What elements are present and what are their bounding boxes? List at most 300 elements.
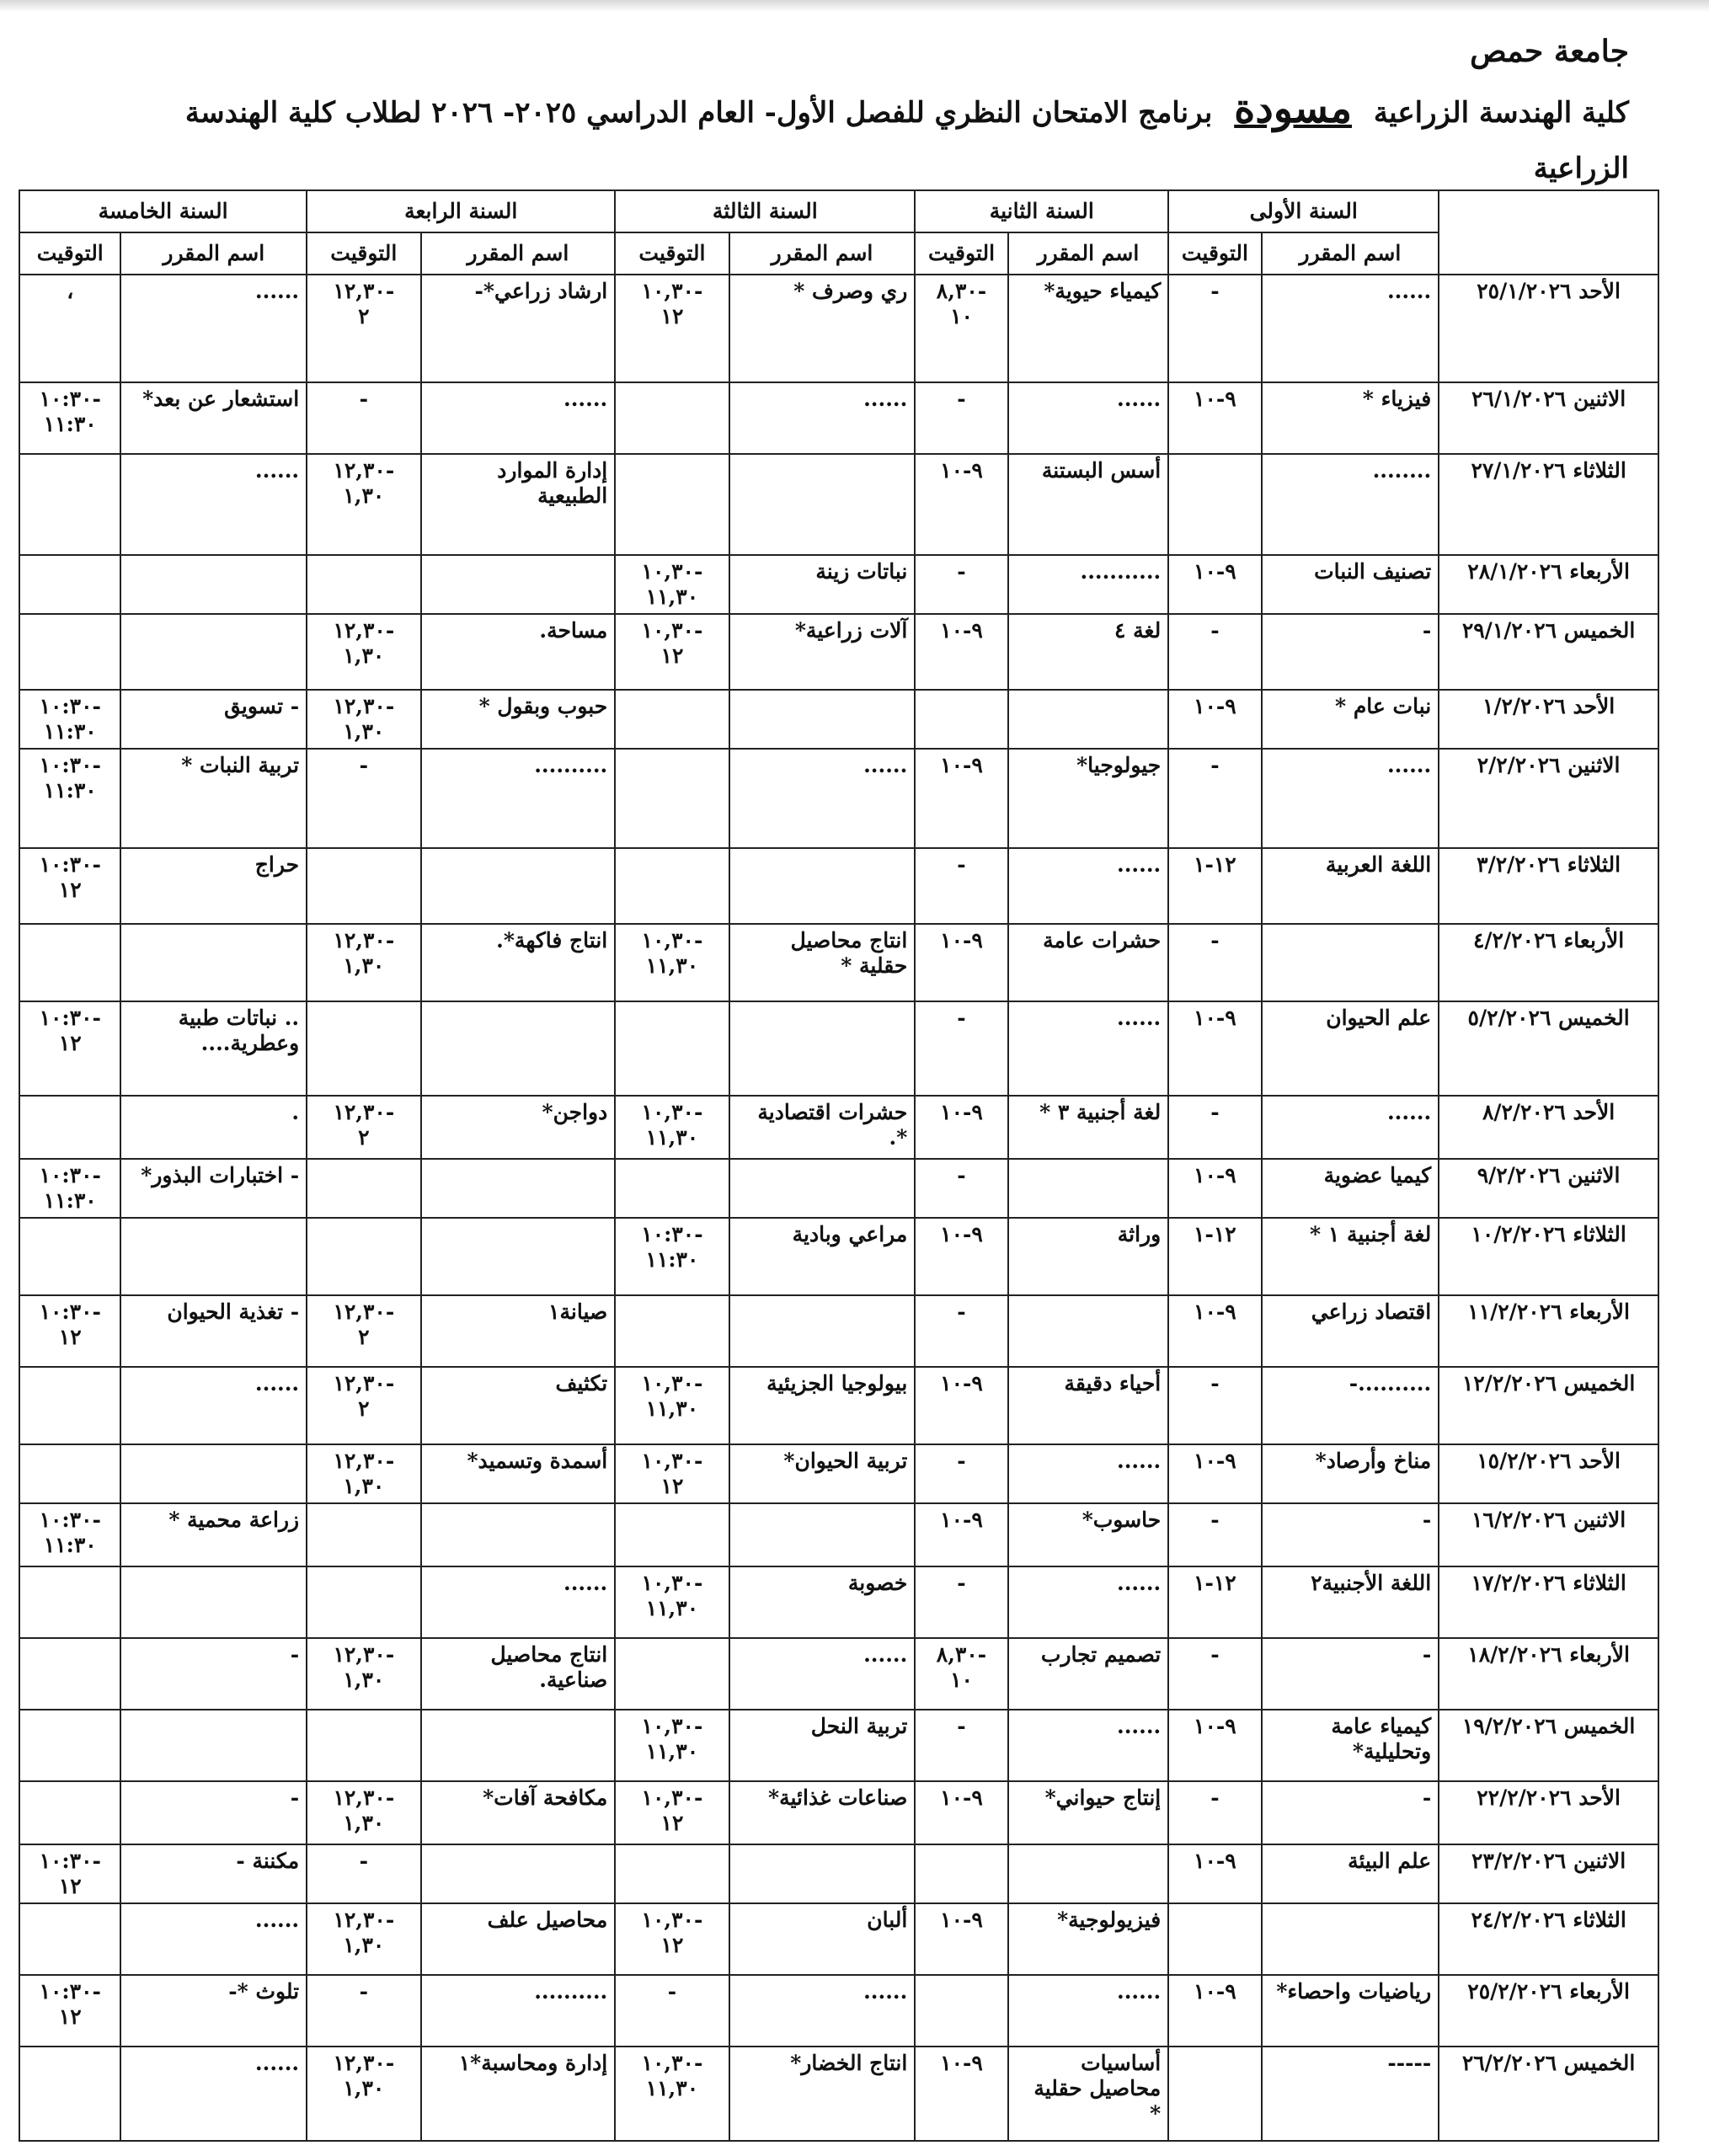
exam-time-year-2: ٩-١٠ [915,1503,1007,1566]
course-name-year-1: ...... [1262,1096,1439,1159]
year-header: السنة الأولى [1168,190,1439,232]
course-name-year-4: .......... [421,1975,616,2047]
table-row [19,1710,1658,1781]
course-name-year-2 [1008,690,1169,749]
exam-time-year-2: ٩-١٠ [915,749,1007,848]
year-header-row [19,190,1658,232]
course-name-year-5: - [120,1638,307,1710]
course-name-year-1: ..........- [1262,1367,1439,1444]
exam-time-year-5 [19,1096,120,1159]
exam-time-year-5 [19,1367,120,1444]
exam-day: الخميس ٥/٢/٢٠٢٦ [1439,1001,1658,1096]
exam-time-year-2: ٩-١٠ [915,454,1007,555]
exam-time-year-5 [19,1218,120,1295]
course-name-year-2 [1008,1159,1169,1218]
table-row [19,1566,1658,1638]
title-text: برنامج الامتحان النظري للفصل الأول- العام الدراسي ٢٠٢٥- ٢٠٢٦ لطلاب كلية الهندسة الزراعية [184,96,1629,185]
exam-time-year-5 [19,1566,120,1638]
exam-day: الأربعاء ٢٨/١/٢٠٢٦ [1439,555,1658,614]
course-name-year-5: استشعار عن بعد* [120,382,307,454]
course-name-year-2: لغة أجنبية ٣ * [1008,1096,1169,1159]
course-name-year-2: ...... [1008,382,1169,454]
exam-day: الثلاثاء ١٠/٢/٢٠٢٦ [1439,1218,1658,1295]
course-name-year-3 [729,1001,916,1096]
course-name-year-5: ...... [120,275,307,382]
exam-time-year-4 [307,1159,420,1218]
course-name-year-4: حبوب وبقول * [421,690,616,749]
table-row [19,924,1658,1001]
exam-day: الثلاثاء ٢٤/٢/٢٠٢٦ [1439,1903,1658,1975]
course-column-header: اسم المقرر [120,232,307,275]
exam-time-year-4 [307,1566,420,1638]
course-name-year-1: علم الحيوان [1262,1001,1439,1096]
course-name-year-4: أسمدة وتسميد* [421,1444,616,1503]
course-name-year-1: علم البيئة [1262,1844,1439,1903]
exam-time-year-3 [615,1295,729,1367]
table-row [19,1096,1658,1159]
course-name-year-5: تلوث *- [120,1975,307,2047]
exam-time-year-5 [19,454,120,555]
exam-time-year-1: ٩-١٠ [1168,1844,1261,1903]
exam-time-year-3 [615,454,729,555]
exam-day: الثلاثاء ١٧/٢/٢٠٢٦ [1439,1566,1658,1638]
exam-time-year-5: ١٠:٣٠- ١٢ [19,848,120,924]
exam-day: الأربعاء ١١/٢/٢٠٢٦ [1439,1295,1658,1367]
course-name-year-5: - اختبارات البذور* [120,1159,307,1218]
exam-time-year-1: - [1168,924,1261,1001]
exam-day: الاثنين ١٦/٢/٢٠٢٦ [1439,1503,1658,1566]
exam-time-year-4: ١٢,٣٠- ١,٣٠ [307,1638,420,1710]
exam-time-year-3: ١٠,٣٠- ١١,٣٠ [615,1096,729,1159]
course-name-year-1: كيمياء عامة وتحليلية* [1262,1710,1439,1781]
exam-time-year-1: - [1168,1638,1261,1710]
course-name-year-5: - تغذية الحيوان [120,1295,307,1367]
course-column-header: اسم المقرر [1262,232,1439,275]
course-name-year-5: . [120,1096,307,1159]
course-name-year-1: كيميا عضوية [1262,1159,1439,1218]
exam-time-year-2: ٩-١٠ [915,1781,1007,1844]
exam-time-year-1 [1168,1903,1261,1975]
table-row [19,454,1658,555]
exam-time-year-2: - [915,382,1007,454]
exam-time-year-1: ٩-١٠ [1168,1001,1261,1096]
course-name-year-4: دواجن* [421,1096,616,1159]
exam-day: الأربعاء ٢٥/٢/٢٠٢٦ [1439,1975,1658,2047]
exam-time-year-5: ١٠:٣٠- ١٢ [19,1295,120,1367]
exam-time-year-3: ١٠,٣٠- ١٢ [615,1903,729,1975]
course-name-year-1: - [1262,1781,1439,1844]
course-name-year-3: ...... [729,1975,916,2047]
exam-time-year-1 [1168,2047,1261,2141]
exam-time-year-4: ١٢,٣٠- ١,٣٠ [307,924,420,1001]
table-row [19,275,1658,382]
course-name-year-2: أحياء دقيقة [1008,1367,1169,1444]
course-name-year-5 [120,924,307,1001]
exam-time-year-2: ٨,٣٠- ١٠ [915,1638,1007,1710]
course-name-year-1: رياضيات واحصاء* [1262,1975,1439,2047]
table-row [19,1367,1658,1444]
schedule-body [19,275,1658,2141]
course-name-year-4: انتاج محاصيل صناعية. [421,1638,616,1710]
exam-time-year-4 [307,1218,420,1295]
course-name-year-2: أسس البستنة [1008,454,1169,555]
exam-time-year-1 [1168,454,1261,555]
course-name-year-2: حشرات عامة [1008,924,1169,1001]
exam-time-year-1: ٩-١٠ [1168,1710,1261,1781]
course-name-year-1: اقتصاد زراعي [1262,1295,1439,1367]
exam-time-year-1: ٩-١٠ [1168,382,1261,454]
course-name-year-3 [729,454,916,555]
exam-time-year-5 [19,2047,120,2141]
exam-time-year-2: ٩-١٠ [915,1096,1007,1159]
exam-day: الأحد ١٥/٢/٢٠٢٦ [1439,1444,1658,1503]
table-row [19,1844,1658,1903]
course-name-year-1 [1262,1903,1439,1975]
time-column-header: التوقيت [615,232,729,275]
time-column-header: التوقيت [19,232,120,275]
exam-time-year-3 [615,690,729,749]
course-column-header: اسم المقرر [421,232,616,275]
exam-time-year-1: ٩-١٠ [1168,690,1261,749]
exam-time-year-3: ١٠,٣٠- ١١,٣٠ [615,1566,729,1638]
exam-day: الأحد ١/٢/٢٠٢٦ [1439,690,1658,749]
table-row [19,1903,1658,1975]
course-name-year-3: انتاج محاصيل حقلية * [729,924,916,1001]
course-name-year-4: ...... [421,382,616,454]
course-name-year-4: ارشاد زراعي*- [421,275,616,382]
course-name-year-1: اللغة الأجنبية٢ [1262,1566,1439,1638]
course-name-year-5: .. نباتات طبية وعطرية.... [120,1001,307,1096]
course-name-year-2: جيولوجيا* [1008,749,1169,848]
time-column-header: التوقيت [1168,232,1261,275]
university-name: جامعة حمص [1470,34,1629,69]
course-name-year-3: تربية النحل [729,1710,916,1781]
course-name-year-4 [421,848,616,924]
exam-day: الأحد ٢٢/٢/٢٠٢٦ [1439,1781,1658,1844]
exam-schedule-table [19,189,1659,2142]
exam-time-year-5 [19,1710,120,1781]
exam-time-year-4: ١٢,٣٠- ٢ [307,1096,420,1159]
exam-time-year-2: ٩-١٠ [915,1903,1007,1975]
course-name-year-2: حاسوب* [1008,1503,1169,1566]
course-name-year-5 [120,614,307,690]
exam-day: الاثنين ٢/٢/٢٠٢٦ [1439,749,1658,848]
exam-day: الأربعاء ١٨/٢/٢٠٢٦ [1439,1638,1658,1710]
table-row [19,1159,1658,1218]
course-name-year-5: ...... [120,1903,307,1975]
course-name-year-4: إدارة الموارد الطبيعية [421,454,616,555]
course-name-year-3: آلات زراعية* [729,614,916,690]
exam-time-year-4: ١٢,٣٠- ١,٣٠ [307,614,420,690]
course-name-year-5: ...... [120,454,307,555]
exam-time-year-5 [19,1638,120,1710]
course-name-year-1: ........ [1262,454,1439,555]
table-row [19,749,1658,848]
course-name-year-5: ...... [120,1367,307,1444]
course-name-year-4 [421,555,616,614]
exam-time-year-5: ١٠:٣٠- ١٢ [19,1975,120,2047]
exam-time-year-2 [915,1844,1007,1903]
exam-time-year-4: ١٢,٣٠- ١,٣٠ [307,1781,420,1844]
exam-time-year-2 [915,690,1007,749]
exam-time-year-1: ١٢-١ [1168,848,1261,924]
exam-time-year-5 [19,924,120,1001]
course-name-year-2: ...... [1008,1444,1169,1503]
exam-time-year-1: ٩-١٠ [1168,555,1261,614]
course-name-year-4: مساحة. [421,614,616,690]
course-name-year-2: فيزيولوجية* [1008,1903,1169,1975]
course-name-year-3 [729,1159,916,1218]
course-name-year-1: نبات عام * [1262,690,1439,749]
exam-time-year-5: ١٠:٣٠- ١١:٣٠ [19,382,120,454]
table-row [19,1444,1658,1503]
time-column-header: التوقيت [307,232,420,275]
table-row [19,1295,1658,1367]
course-name-year-1: - [1262,1638,1439,1710]
course-name-year-5: حراج [120,848,307,924]
course-name-year-2 [1008,1844,1169,1903]
exam-time-year-5: ١٠:٣٠- ١١:٣٠ [19,690,120,749]
exam-time-year-5: ١٠:٣٠- ١٢ [19,1001,120,1096]
exam-time-year-5 [19,555,120,614]
course-name-year-3: ري وصرف * [729,275,916,382]
table-row [19,1001,1658,1096]
course-name-year-3: انتاج الخضار* [729,2047,916,2141]
exam-time-year-5: ١٠:٣٠- ١١:٣٠ [19,1503,120,1566]
exam-time-year-5: ١٠:٣٠- ١١:٣٠ [19,749,120,848]
course-name-year-1: ...... [1262,749,1439,848]
course-name-year-4: انتاج فاكهة*. [421,924,616,1001]
exam-time-year-2: ٩-١٠ [915,1218,1007,1295]
course-name-year-5: - تسويق [120,690,307,749]
course-name-year-5 [120,1710,307,1781]
exam-time-year-4 [307,555,420,614]
course-name-year-1: ----- [1262,2047,1439,2141]
column-header-row [19,232,1658,275]
year-header: السنة الخامسة [19,190,307,232]
day-header [1439,190,1658,275]
exam-time-year-3: - [615,1975,729,2047]
document-header [101,34,1629,196]
exam-time-year-4: ١٢,٣٠- ١,٣٠ [307,1444,420,1503]
exam-time-year-4: ١٢,٣٠- ٢ [307,275,420,382]
exam-day: الاثنين ٩/٢/٢٠٢٦ [1439,1159,1658,1218]
course-name-year-2: ...... [1008,1710,1169,1781]
exam-time-year-3: ١٠,٣٠- ١١,٣٠ [615,1367,729,1444]
table-row [19,2047,1658,2141]
course-name-year-3: ...... [729,1638,916,1710]
exam-time-year-2: - [915,555,1007,614]
exam-time-year-2: - [915,1159,1007,1218]
course-name-year-1: فيزياء * [1262,382,1439,454]
course-name-year-3 [729,1503,916,1566]
exam-time-year-2: ٨,٣٠- ١٠ [915,275,1007,382]
exam-day: الخميس ٢٩/١/٢٠٢٦ [1439,614,1658,690]
exam-time-year-3 [615,1844,729,1903]
exam-day: الاثنين ٢٦/١/٢٠٢٦ [1439,382,1658,454]
exam-time-year-1: ٩-١٠ [1168,1444,1261,1503]
exam-time-year-3 [615,1503,729,1566]
table-row [19,382,1658,454]
course-name-year-1: - [1262,614,1439,690]
exam-time-year-4 [307,1503,420,1566]
exam-day: الثلاثاء ٢٧/١/٢٠٢٦ [1439,454,1658,555]
year-header: السنة الثالثة [615,190,915,232]
exam-time-year-1: ٩-١٠ [1168,1159,1261,1218]
course-name-year-5: ...... [120,2047,307,2141]
course-name-year-4: محاصيل علف [421,1903,616,1975]
course-name-year-2: ...... [1008,1975,1169,2047]
course-name-year-4: صيانة١ [421,1295,616,1367]
table-row [19,1781,1658,1844]
course-name-year-2: ...... [1008,1566,1169,1638]
exam-time-year-4: ١٢,٣٠- ١,٣٠ [307,690,420,749]
course-name-year-2: ...... [1008,848,1169,924]
exam-time-year-3 [615,1159,729,1218]
exam-time-year-2: - [915,1444,1007,1503]
course-name-year-1: مناخ وأرصاد* [1262,1444,1439,1503]
exam-time-year-1: ١٢-١ [1168,1218,1261,1295]
exam-day: الأربعاء ٤/٢/٢٠٢٦ [1439,924,1658,1001]
course-name-year-3: ألبان [729,1903,916,1975]
course-name-year-1: ...... [1262,275,1439,382]
course-name-year-4 [421,1159,616,1218]
exam-time-year-4: - [307,1844,420,1903]
exam-time-year-1: - [1168,749,1261,848]
exam-time-year-3: ١٠,٣٠- ١٢ [615,275,729,382]
exam-time-year-3 [615,749,729,848]
exam-time-year-1: - [1168,1781,1261,1844]
course-name-year-3 [729,1844,916,1903]
course-name-year-4: إدارة ومحاسبة*١ [421,2047,616,2141]
exam-time-year-3: ١٠,٣٠- ١١,٣٠ [615,2047,729,2141]
course-name-year-3 [729,848,916,924]
exam-day: الثلاثاء ٣/٢/٢٠٢٦ [1439,848,1658,924]
course-name-year-5: مكننة - [120,1844,307,1903]
exam-time-year-1: - [1168,1096,1261,1159]
exam-time-year-3: ١٠,٣٠- ١٢ [615,1444,729,1503]
course-name-year-4 [421,1710,616,1781]
exam-time-year-4: ١٢,٣٠- ١,٣٠ [307,454,420,555]
exam-time-year-3 [615,1638,729,1710]
exam-time-year-2: ٩-١٠ [915,2047,1007,2141]
exam-time-year-3 [615,1001,729,1096]
course-name-year-2: أساسيات محاصيل حقلية * [1008,2047,1169,2141]
exam-time-year-2: - [915,848,1007,924]
table-row [19,555,1658,614]
year-header: السنة الرابعة [307,190,615,232]
exam-time-year-5 [19,1781,120,1844]
exam-time-year-5 [19,1903,120,1975]
exam-time-year-1: - [1168,275,1261,382]
exam-time-year-3: ١٠,٣٠- ١٢ [615,614,729,690]
exam-time-year-2: - [915,1566,1007,1638]
exam-time-year-3 [615,848,729,924]
course-name-year-5: تربية النبات * [120,749,307,848]
exam-day: الاثنين ٢٣/٢/٢٠٢٦ [1439,1844,1658,1903]
exam-time-year-1: ٩-١٠ [1168,1975,1261,2047]
exam-time-year-1: - [1168,1367,1261,1444]
exam-time-year-3: ١٠,٣٠- ١١,٣٠ [615,924,729,1001]
course-name-year-4 [421,1001,616,1096]
exam-time-year-5: ، [19,275,120,382]
course-name-year-1 [1262,924,1439,1001]
course-name-year-1: اللغة العربية [1262,848,1439,924]
table-row [19,848,1658,924]
exam-time-year-4: ١٢,٣٠- ٢ [307,1367,420,1444]
course-name-year-4 [421,1218,616,1295]
course-name-year-5 [120,1218,307,1295]
table-row [19,690,1658,749]
exam-time-year-1: ١٢-١ [1168,1566,1261,1638]
table-row [19,614,1658,690]
exam-time-year-2: - [915,1001,1007,1096]
exam-time-year-4: ١٢,٣٠- ١,٣٠ [307,1903,420,1975]
course-name-year-3 [729,1295,916,1367]
draft-label: مسودة [1234,85,1353,132]
exam-time-year-2: ٩-١٠ [915,924,1007,1001]
table-row [19,1638,1658,1710]
faculty-name: كلية الهندسة الزراعية [1373,96,1629,130]
exam-time-year-4: - [307,1975,420,2047]
course-name-year-3: ...... [729,382,916,454]
course-name-year-2 [1008,1295,1169,1367]
table-row [19,1503,1658,1566]
course-name-year-2: تصميم تجارب [1008,1638,1169,1710]
course-name-year-5 [120,555,307,614]
course-name-year-2: ...... [1008,1001,1169,1096]
exam-day: الخميس ١٢/٢/٢٠٢٦ [1439,1367,1658,1444]
course-name-year-3: نباتات زينة [729,555,916,614]
exam-time-year-4: ١٢,٣٠- ٢ [307,1295,420,1367]
document-title [101,81,1629,196]
exam-time-year-5 [19,614,120,690]
course-name-year-4: .......... [421,749,616,848]
exam-time-year-3: ١٠:٣٠- ١١:٣٠ [615,1218,729,1295]
exam-time-year-4: - [307,749,420,848]
exam-time-year-3: ١٠,٣٠- ١١,٣٠ [615,1710,729,1781]
course-column-header: اسم المقرر [729,232,916,275]
exam-time-year-2: - [915,1710,1007,1781]
course-name-year-3: صناعات غذائية* [729,1781,916,1844]
exam-time-year-2: - [915,1295,1007,1367]
exam-day: الخميس ١٩/٢/٢٠٢٦ [1439,1710,1658,1781]
course-name-year-4: ...... [421,1566,616,1638]
course-name-year-4: تكثيف [421,1367,616,1444]
course-name-year-3: خصوبة [729,1566,916,1638]
course-name-year-1: تصنيف النبات [1262,555,1439,614]
exam-time-year-4: ١٢,٣٠- ١,٣٠ [307,2047,420,2141]
exam-time-year-3: ١٠,٣٠- ١٢ [615,1781,729,1844]
course-name-year-4: مكافحة آفات* [421,1781,616,1844]
exam-time-year-4: - [307,382,420,454]
table-row [19,1218,1658,1295]
course-name-year-5 [120,1566,307,1638]
course-name-year-3: ...... [729,749,916,848]
course-name-year-5 [120,1444,307,1503]
exam-time-year-4 [307,848,420,924]
exam-day: الخميس ٢٦/٢/٢٠٢٦ [1439,2047,1658,2141]
time-column-header: التوقيت [915,232,1007,275]
exam-time-year-5: ١٠:٣٠- ١١:٣٠ [19,1159,120,1218]
exam-time-year-5: ١٠:٣٠- ١٢ [19,1844,120,1903]
course-name-year-3: حشرات اقتصادية *. [729,1096,916,1159]
course-name-year-2: وراثة [1008,1218,1169,1295]
year-header: السنة الثانية [915,190,1168,232]
exam-time-year-3 [615,382,729,454]
course-name-year-2: ........... [1008,555,1169,614]
exam-time-year-2: ٩-١٠ [915,614,1007,690]
